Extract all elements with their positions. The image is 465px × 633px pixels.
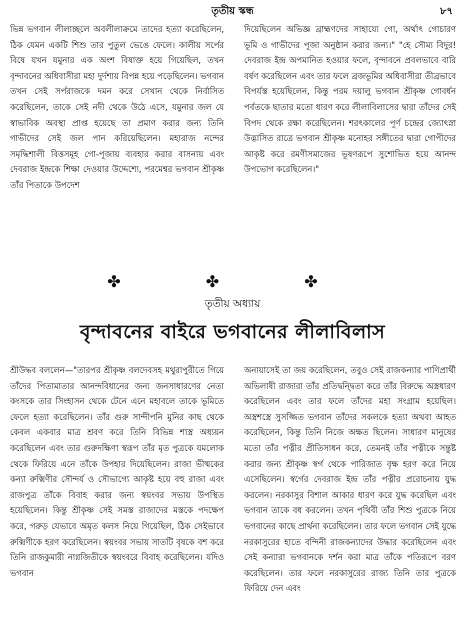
top-right-column — [244, 22, 456, 178]
paragraph: অনায়াসেই তা জয় করেছিলেন, তবুও সেই রাজকন্যার পাণিপ্রার্থী অভিলাষী রাজারা তাঁর প্রতিদ্বন্দ্বিতা করে তাঁর বিরুদ্ধে অস্ত্রধারণ করেছিলেন এবং তার ফলে তাঁদের মহা সংগ্রাম হয়েছিল। অস্ত্রশস্ত্রে সুসজ্জিত ভগবান তাঁদের সকলকে হত্যা অথবা আহত করেছিলেন, কিন্তু তিনি নিজে অক্ষত ছিলেন। সাধারণ মানুষের মতো তাঁর পত্নীর প্রীতিসাধন করে, তেমনই তাঁর পত্নীকে সন্তুষ্ট করার জন্য শ্রীকৃষ্ণ স্বর্গ থেকে পারিজাত বৃক্ষ হরণ করে নিয়ে এসেছিলেন। স্বর্গের দেবরাজ ইন্দ্র তাঁর পত্নীর প্ররোচনায় যুদ্ধ করলেন। নরকাসুর বিশাল আকার ধারণ করে যুদ্ধ করেছিল এবং ভগবান তাকে বধ করলেন। তখন পৃথিবী তাঁর শিশু পুত্রকে নিয়ে ভগবানের কাছে প্রার্থনা করেছিলেন। তার ফলে ভগবান সেই যুদ্ধে নরকাসুরের হাতে বন্দিনী রাজকন্যাদের উদ্ধার করেছিলেন এবং সেই কন্যারা ভগবানকে দর্শন করা মাত্র তাঁকে পতিরূপে বরণ করেছিলেন। তার ফলে নরকাসুরের রাজ্য তিনি তার পুত্রকে ফিরিয়ে দেন এবং — [244, 365, 456, 594]
running-head: তৃতীয় স্কন্ধ — [211, 6, 254, 17]
paragraph: দিয়েছিলেন অভিজ্ঞ ব্রাহ্মণদের সাহায্যে গো, অর্থাৎ গোচারণ ভূমি ও গাভীদের পূজা অনুষ্ঠান করার জন্য।" "হে সৌম্য বিদুর! দেবরাজ ইন্দ্র অপমানিত হওয়ার ফলে, বৃন্দাবনে প্রবলভাবে বারি বর্ষণ করেছিলেন এবং তার ফলে ব্রজভূমির অধিবাসীরা তীব্রভাবে বিপর্যস্ত হয়েছিলেন, কিন্তু পরম দয়ালু ভগবান শ্রীকৃষ্ণ গোবর্ধন পর্বতকে ছাতার মতো ধারণ করে লীলাবিলাসের দ্বারা তাঁদের সেই বিপদ থেকে রক্ষা করেছিলেন। শরৎকালের পূর্ণ চন্দ্রের জ্যোৎস্না উদ্ভাসিত রাত্রে ভগবান শ্রীকৃষ্ণ মনোহর সঙ্গীতের দ্বারা গোপীদের আকৃষ্ট করে রমণীসমাজের ভূষণরূপে সুশোভিত হয়ে আনন্দ উপভোগ করেছিলেন।" — [244, 24, 456, 175]
top-left-column — [10, 22, 224, 194]
chapter-title: বৃন্দাবনের বাইরে ভগবানের লীলাবিলাস — [79, 321, 386, 343]
page-header — [0, 4, 465, 22]
paragraph: ভিন্ন ভগবান লীলাচ্ছলে অবলীলাক্রমে তাদের হত্যা করেছিলেন, ঠিক যেমন একটি শিশু তার পুতুল ভেঙে ফেলে। কালীয় সর্পের বিষে যখন যমুনার এক অংশ বিষাক্ত হয়ে গিয়েছিল, তখন বৃন্দাবনের অধিবাসীরা মহা দুর্দশায় বিপন্ন হয়ে পড়েছিলেন। ভগবান তখন সেই সর্পরাজকে দমন করে সেখান থেকে নির্বাসিত করেছিলেন, তাকে সেই নদী থেকে উঠে এসে, যমুনার জল যে স্বাভাবিক অবস্থা প্রাপ্ত হয়েছে তা প্রমাণ করার জন্য তিনি গাভীদের সেই জল পান করিয়েছিলেন। মহারাজ নন্দের সমৃদ্ধিশালী বিত্তসমূহ গো-পূজায় ব্যবহার করার বাসনায় এবং দেবরাজ ইন্দ্রকে শিক্ষা দেওয়ার উদ্দেশ্যে, পরমেশ্বর ভগবান শ্রীকৃষ্ণ তাঁর পিতাকে উপদেশ — [10, 24, 224, 190]
page-number: ৮৭ — [440, 6, 453, 17]
chapter-label: তৃতীয় অধ্যায় — [204, 298, 261, 310]
ornament-divider: ✤ ✤ ✤ — [107, 272, 358, 291]
bottom-right-column — [244, 363, 456, 597]
bottom-left-column — [10, 363, 224, 581]
paragraph: শ্রীউদ্ধব বললেন—"তারপর শ্রীকৃষ্ণ বলদেবসহ মথুরাপুরীতে গিয়ে তাঁদের পিতামাতার আনন্দবিধানের জন্য জনসাধারণের নেতা কংসকে তার সিংহাসন থেকে টেনে এনে মহাবলে তাকে ভূমিতে ফেলে হত্যা করেছিলেন। তাঁর গুরু সান্দীপনি মুনির কাছ থেকে কেবল একবার মাত্র শ্রবণ করে তিনি বিভিন্ন শাস্ত্র অধ্যয়ন করেছিলেন এবং তার গুরুদক্ষিণা স্বরূপ তাঁর মৃত পুত্রকে যমলোক থেকে ফিরিয়ে এনে তাঁকে উপহার দিয়েছিলেন। রাজা ভীষ্মকের কন্যা রুক্মিণীর সৌন্দর্য ও সৌভাগ্যে আকৃষ্ট হয়ে বহু রাজা এবং রাজপুত্র তাঁকে বিবাহ করার জন্য স্বয়ংবর সভায় উপস্থিত হয়েছিলেন। কিন্তু শ্রীকৃষ্ণ সেই সমস্ত রাজাদের মস্তকে পদক্ষেপ করে, গরুড় যেভাবে অমৃত কলস নিয়ে গিয়েছিল, ঠিক সেইভাবে রুক্মিণীকে হরণ করেছিলেন। স্বয়ংবর সভায় সাতটি বৃষকে বশ করে তিনি রাজকুমারী নাগ্নজিতীকে স্বয়ংবরে বিবাহ করেছিলেন। যদিও ভগবান — [10, 365, 224, 578]
